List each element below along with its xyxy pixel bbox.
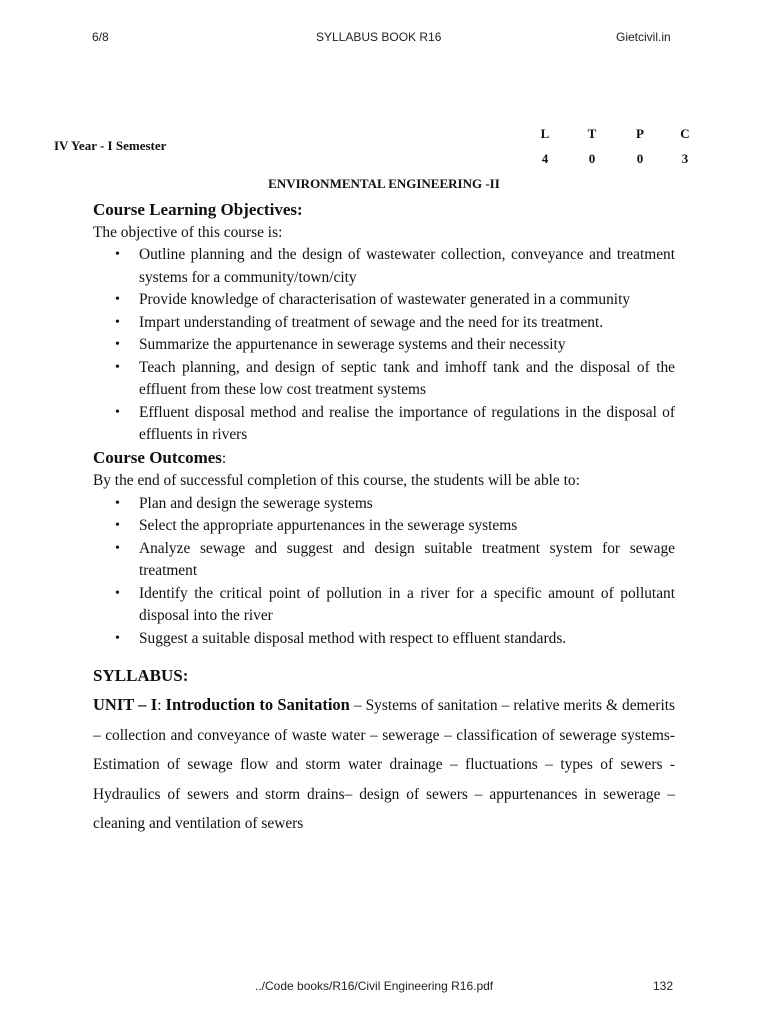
ltpc-label-l: L (540, 126, 550, 141)
unit-1-title: Introduction to Sanitation (165, 695, 350, 714)
header-title: SYLLABUS BOOK R16 (316, 30, 442, 44)
ltpc-value-p: 0 (636, 151, 644, 166)
footer-path: ../Code books/R16/Civil Engineering R16.pdf (255, 979, 494, 993)
outcomes-intro: By the end of successful completion of this course, the students will be able to: (93, 472, 580, 489)
list-item: • Summarize the appurtenance in sewerage systems and their necessity (93, 334, 675, 357)
ltpc-label-c: C (680, 126, 690, 141)
list-item: • Outline planning and the design of wastewater collection, conveyance and treatment systems for a community/town/city (93, 244, 675, 289)
ltpc-label-p: P (636, 126, 644, 141)
unit-1-separator: : (157, 697, 166, 714)
ltpc-value-l: 4 (541, 151, 549, 166)
list-item: • Provide knowledge of characterisation of wastewater generated in a community (93, 289, 675, 312)
ltpc-label-t: T (587, 126, 597, 141)
course-title-text: ENVIRONMENTAL ENGINEERING -II (268, 176, 500, 191)
ltpc-value-t: 0 (588, 151, 596, 166)
semester-label: IV Year - I Semester (54, 138, 167, 153)
objectives-heading: Course Learning Objectives: (93, 200, 303, 219)
list-item: • Effluent disposal method and realise the importance of regulations in the disposal of effluents in rivers (93, 402, 675, 447)
list-item: • Identify the critical point of pollution in a river for a specific amount of pollutant disposal into the river (93, 583, 675, 628)
objectives-intro: The objective of this course is: (93, 223, 283, 241)
list-item: • Plan and design the sewerage systems (93, 493, 675, 516)
header-page-fraction: 6/8 (92, 30, 109, 44)
list-item: • Impart understanding of treatment of sewage and the need for its treatment. (93, 312, 675, 335)
header-site: Gietcivil.in (616, 30, 671, 44)
footer-page-number: 132 (653, 979, 674, 993)
unit-1-text: – Systems of sanitation – relative merits & demerits – collection and conveyance of waste water – sewerage – classification of sewerage systems- Estimation of sewage flow and storm water drainage – fluctuations – types of sewers - Hydraulics of sewers and storm drains– design of sewers – appurtenances in sewerage – cleaning and ventilation of sewers (93, 697, 675, 832)
list-item: • Analyze sewage and suggest and design suitable treatment system for sewage treatment (93, 538, 675, 583)
ltpc-value-c: 3 (681, 151, 689, 166)
syllabus-heading: SYLLABUS: (93, 666, 189, 685)
list-item: • Suggest a suitable disposal method with respect to effluent standards. (93, 628, 675, 651)
objectives-list (93, 244, 675, 447)
outcomes-heading-line (93, 447, 675, 471)
unit-1-paragraph (93, 690, 675, 839)
list-item: • Select the appropriate appurtenances in the sewerage systems (93, 515, 675, 538)
outcomes-colon: : (221, 449, 227, 467)
list-item: • Teach planning, and design of septic tank and imhoff tank and the disposal of the effluent from these low cost treatment systems (93, 357, 675, 402)
document-body (93, 199, 675, 839)
outcomes-heading: Course Outcomes (93, 447, 222, 467)
outcomes-list (93, 493, 675, 651)
unit-1-label: UNIT – I (93, 695, 158, 714)
course-title (0, 176, 768, 192)
